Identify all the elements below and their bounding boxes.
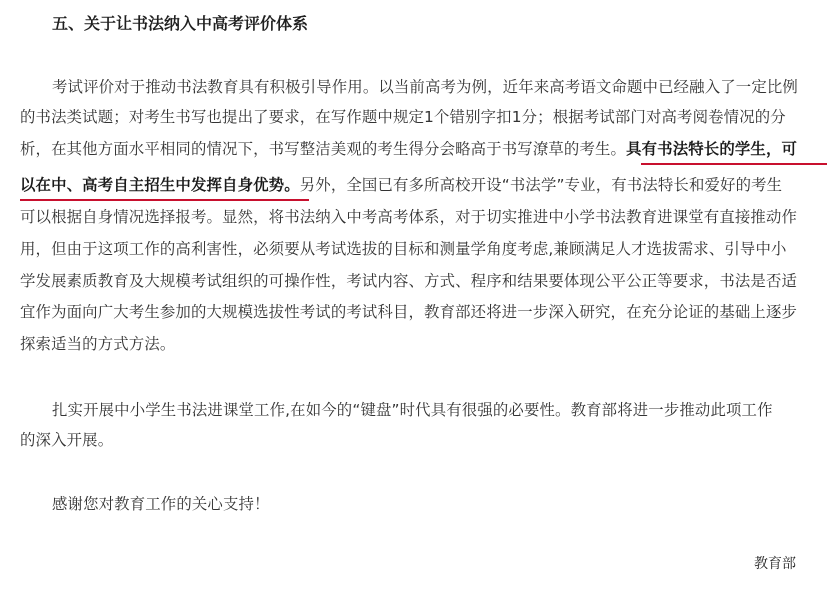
paragraph-1-line-8: 宜作为面向广大考生参加的大规模选拔性考试的考试科目，教育部还将进一步深入研究，在充分论证的基础上逐步 bbox=[20, 303, 798, 321]
paragraph-1-line-5: 可以根据自身情况选择报考。显然，将书法纳入中考高考体系，对于切实推进中小学书法教育进课堂有直接推动作 bbox=[20, 208, 798, 226]
red-underline-2 bbox=[20, 199, 309, 201]
paragraph-1-line-3-text: 析，在其他方面水平相同的情况下，书写整洁美观的考生得分会略高于书写潦草的考生。 bbox=[20, 140, 627, 158]
paragraph-1-line-4-text: 另外，全国已有多所高校开设“书法学”专业，有书法特长和爱好的考生 bbox=[299, 176, 783, 194]
highlighted-text-part-2: 以在中、高考自主招生中发挥自身优势。 bbox=[20, 176, 300, 194]
paragraph-3-line-1: 感谢您对教育工作的关心支持！ bbox=[52, 495, 270, 513]
paragraph-1-line-2: 的书法类试题；对考生书写也提出了要求，在写作题中规定1个错别字扣1分；根据考试部门对高考阅卷情况的分 bbox=[20, 108, 786, 126]
paragraph-2-line-2: 的深入开展。 bbox=[20, 431, 114, 449]
paragraph-1-line-7: 学发展素质教育及大规模考试组织的可操作性，考试内容、方式、程序和结果要体现公平公正等要求，书法是否适 bbox=[20, 272, 798, 290]
highlighted-text-part-1: 具有书法特长的学生，可 bbox=[626, 140, 798, 158]
paragraph-2-line-1: 扎实开展中小学生书法进课堂工作,在如今的“键盘”时代具有很强的必要性。教育部将进一步推动此项工作 bbox=[52, 401, 773, 419]
red-underline-1 bbox=[641, 163, 827, 165]
paragraph-1-line-3 bbox=[20, 137, 797, 159]
paragraph-1-line-6: 用，但由于这项工作的高利害性，必须要从考试选拔的目标和测量学角度考虑,兼顾满足人才选拔需求、引导中小 bbox=[20, 240, 787, 258]
section-heading: 五、关于让书法纳入中高考评价体系 bbox=[52, 14, 309, 33]
paragraph-1-line-1: 考试评价对于推动书法教育具有积极引导作用。以当前高考为例，近年来高考语文命题中已经融入了一定比例 bbox=[52, 78, 798, 96]
paragraph-1-line-4 bbox=[20, 173, 782, 195]
paragraph-1-line-9: 探索适当的方式方法。 bbox=[20, 335, 176, 353]
source-label: 教育部 bbox=[754, 556, 796, 572]
